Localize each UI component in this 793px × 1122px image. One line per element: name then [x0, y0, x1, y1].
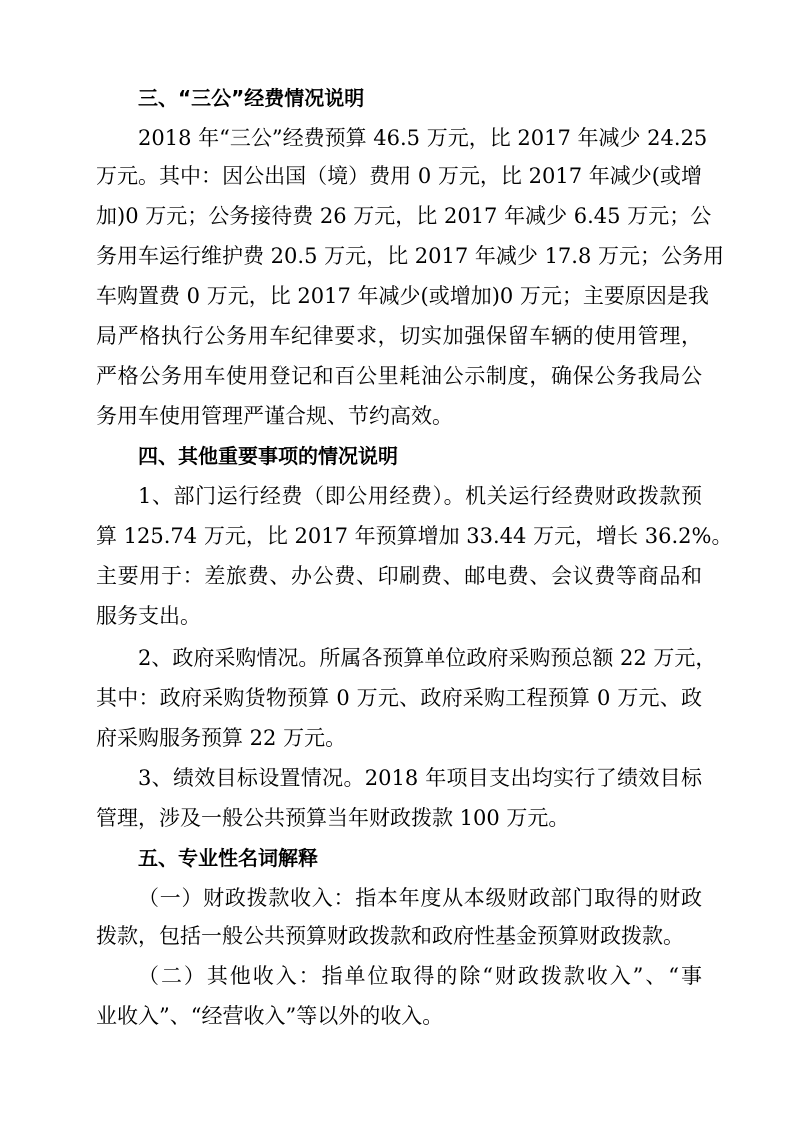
paragraph-line: 3、绩效目标设置情况。2018 年项目支出均实行了绩效目标 [138, 766, 702, 790]
paragraph-line: 拨款，包括一般公共预算财政拨款和政府性基金预算财政拨款。 [96, 924, 684, 948]
paragraph-line: 主要用于：差旅费、办公费、印刷费、邮电费、会议费等商品和 [96, 564, 702, 588]
paragraph-line: 管理，涉及一般公共预算当年财政拨款 100 万元。 [96, 806, 570, 830]
paragraph-line: （二）其他收入：指单位取得的除“财政拨款收入”、“事 [138, 964, 702, 988]
paragraph-line: 局严格执行公务用车纪律要求，切实加强保留车辆的使用管理， [96, 324, 702, 348]
paragraph-line: 业收入”、“经营收入”等以外的收入。 [96, 1004, 444, 1028]
section-heading-terminology: 五、专业性名词解释 [138, 846, 318, 870]
paragraph-line: 服务支出。 [96, 604, 201, 628]
section-heading-three-public-funds: 三、“三公”经费情况说明 [138, 86, 365, 110]
paragraph-line: 府采购服务预算 22 万元。 [96, 726, 347, 750]
section-heading-other-matters: 四、其他重要事项的情况说明 [138, 444, 398, 468]
paragraph-line: 严格公务用车使用登记和百公里耗油公示制度，确保公务我局公 [96, 364, 702, 388]
paragraph-line: 其中：政府采购货物预算 0 万元、政府采购工程预算 0 万元、政 [96, 686, 702, 710]
paragraph-line: 万元。其中：因公出国（境）费用 0 万元，比 2017 年减少(或增 [96, 164, 702, 188]
paragraph-line: 2、政府采购情况。所属各预算单位政府采购预总额 22 万元， [138, 646, 717, 670]
paragraph-line: 务用车使用管理严谨合规、节约高效。 [96, 404, 453, 428]
paragraph-line: 2018 年“三公”经费预算 46.5 万元，比 2017 年减少 24.25 [138, 126, 708, 150]
paragraph-line: 车购置费 0 万元，比 2017 年减少(或增加)0 万元；主要原因是我 [96, 284, 709, 308]
paragraph-line: 1、部门运行经费（即公用经费）。机关运行经费财政拨款预 [138, 484, 702, 508]
paragraph-line: （一）财政拨款收入：指本年度从本级财政部门取得的财政 [138, 886, 702, 910]
paragraph-line: 算 125.74 万元，比 2017 年预算增加 33.44 万元，增长 36.2%。 [96, 524, 733, 548]
paragraph-line: 务用车运行维护费 20.5 万元，比 2017 年减少 17.8 万元；公务用 [96, 244, 725, 268]
paragraph-line: 加)0 万元；公务接待费 26 万元，比 2017 年减少 6.45 万元；公 [96, 204, 712, 228]
